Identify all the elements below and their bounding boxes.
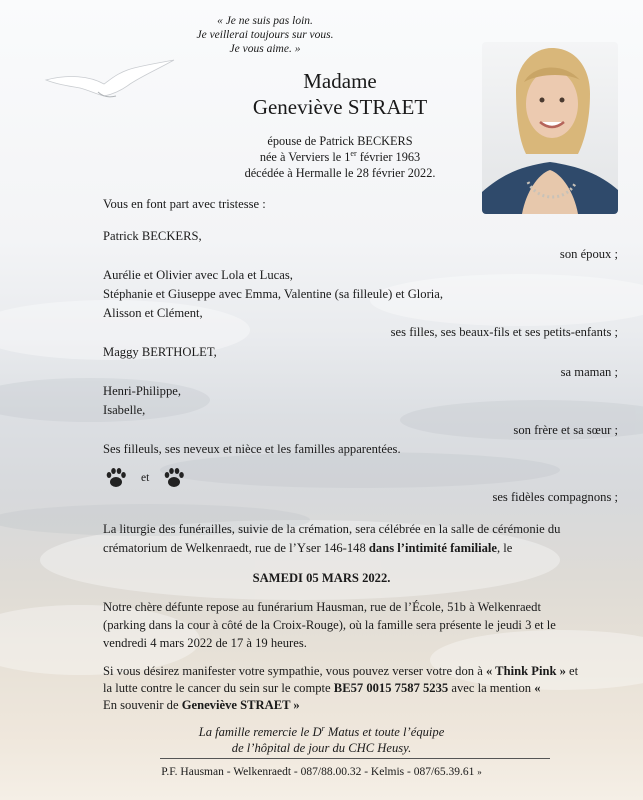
extended-family: Ses filleuls, ses neveux et nièce et les familles apparentées.: [103, 442, 401, 456]
portrait-photo: [482, 42, 618, 214]
mother-role: sa maman ;: [560, 365, 618, 379]
quote-line-3: Je vous aime. »: [229, 43, 301, 55]
donation-line-1: Si vous désirez manifester votre sympathie, vous pouvez verser votre don à « Think Pink » et: [103, 664, 579, 678]
thanks-line-1: La famille remercie le $D^r$ Matus et toute l’équipe: [198, 723, 445, 739]
pets-and: et: [141, 472, 150, 484]
quote-line-1: « Je ne suis pas loin.: [217, 15, 313, 27]
sibling-line-1: Henri-Philippe,: [103, 384, 181, 398]
funeral-home-footer: P.F. Hausman - Welkenraedt - 087/88.00.32 - Kelmis - 087/65.39.61 »: [161, 766, 482, 778]
husband-role: son époux ;: [559, 247, 618, 261]
spouse-line: épouse de Patrick BECKERS: [267, 134, 413, 148]
seagull-image: [38, 58, 178, 108]
husband-name: Patrick BECKERS,: [103, 229, 202, 243]
visitation-line-3: vendredi 4 mars 2022 de 17 à 19 heures.: [103, 636, 307, 650]
siblings-role: son frère et sa sœur ;: [513, 423, 618, 437]
sibling-line-2: Isabelle,: [103, 403, 146, 417]
death-line: décédée à Hermalle le 28 février 2022.: [244, 166, 436, 180]
ceremony-line-2: crématorium de Welkenraedt, rue de l’Yser 146-148 dans l’intimité familiale, le: [103, 541, 513, 555]
thanks-line-2: de l’hôpital de jour du CHC Heusy.: [231, 741, 412, 755]
children-line-3: Alisson et Clément,: [103, 306, 203, 320]
honorific: Madame: [303, 69, 377, 93]
birth-line: née à Verviers le 1er février 1963: [259, 148, 421, 164]
quote-line-2: Je veillerai toujours sur vous.: [196, 29, 334, 41]
children-line-2: Stéphanie et Giuseppe avec Emma, Valentine (sa filleule) et Gloria,: [103, 287, 444, 301]
paw-print-icon: [162, 466, 186, 490]
visitation-line-1: Notre chère défunte repose au funérarium Hausman, rue de l’École, 51b à Welkenraedt: [103, 600, 541, 614]
visitation-line-2: (parking dans la cour à côté de la Croix-Rouge), où la famille sera présente le jeudi 3 et le: [103, 618, 556, 632]
children-role: ses filles, ses beaux-fils et ses petits-enfants ;: [390, 325, 618, 339]
children-line-1: Aurélie et Olivier avec Lola et Lucas,: [103, 268, 293, 282]
ceremony-date: SAMEDI 05 MARS 2022.: [252, 571, 391, 585]
footer-divider: [160, 758, 550, 759]
pets-role: ses fidèles compagnons ;: [492, 490, 618, 504]
donation-line-2: la lutte contre le cancer du sein sur le compte BE57 0015 7587 5235 avec la mention «: [103, 681, 541, 695]
paw-print-icon: [104, 466, 128, 490]
announcement-intro: Vous en font part avec tristesse :: [103, 197, 266, 211]
ceremony-line-1: La liturgie des funérailles, suivie de la crémation, sera célébrée en la salle de cérémonie du: [103, 522, 561, 536]
mother-name: Maggy BERTHOLET,: [103, 345, 217, 359]
deceased-name: Geneviève STRAET: [252, 95, 428, 119]
donation-line-3: En souvenir de Geneviève STRAET »: [103, 698, 300, 712]
